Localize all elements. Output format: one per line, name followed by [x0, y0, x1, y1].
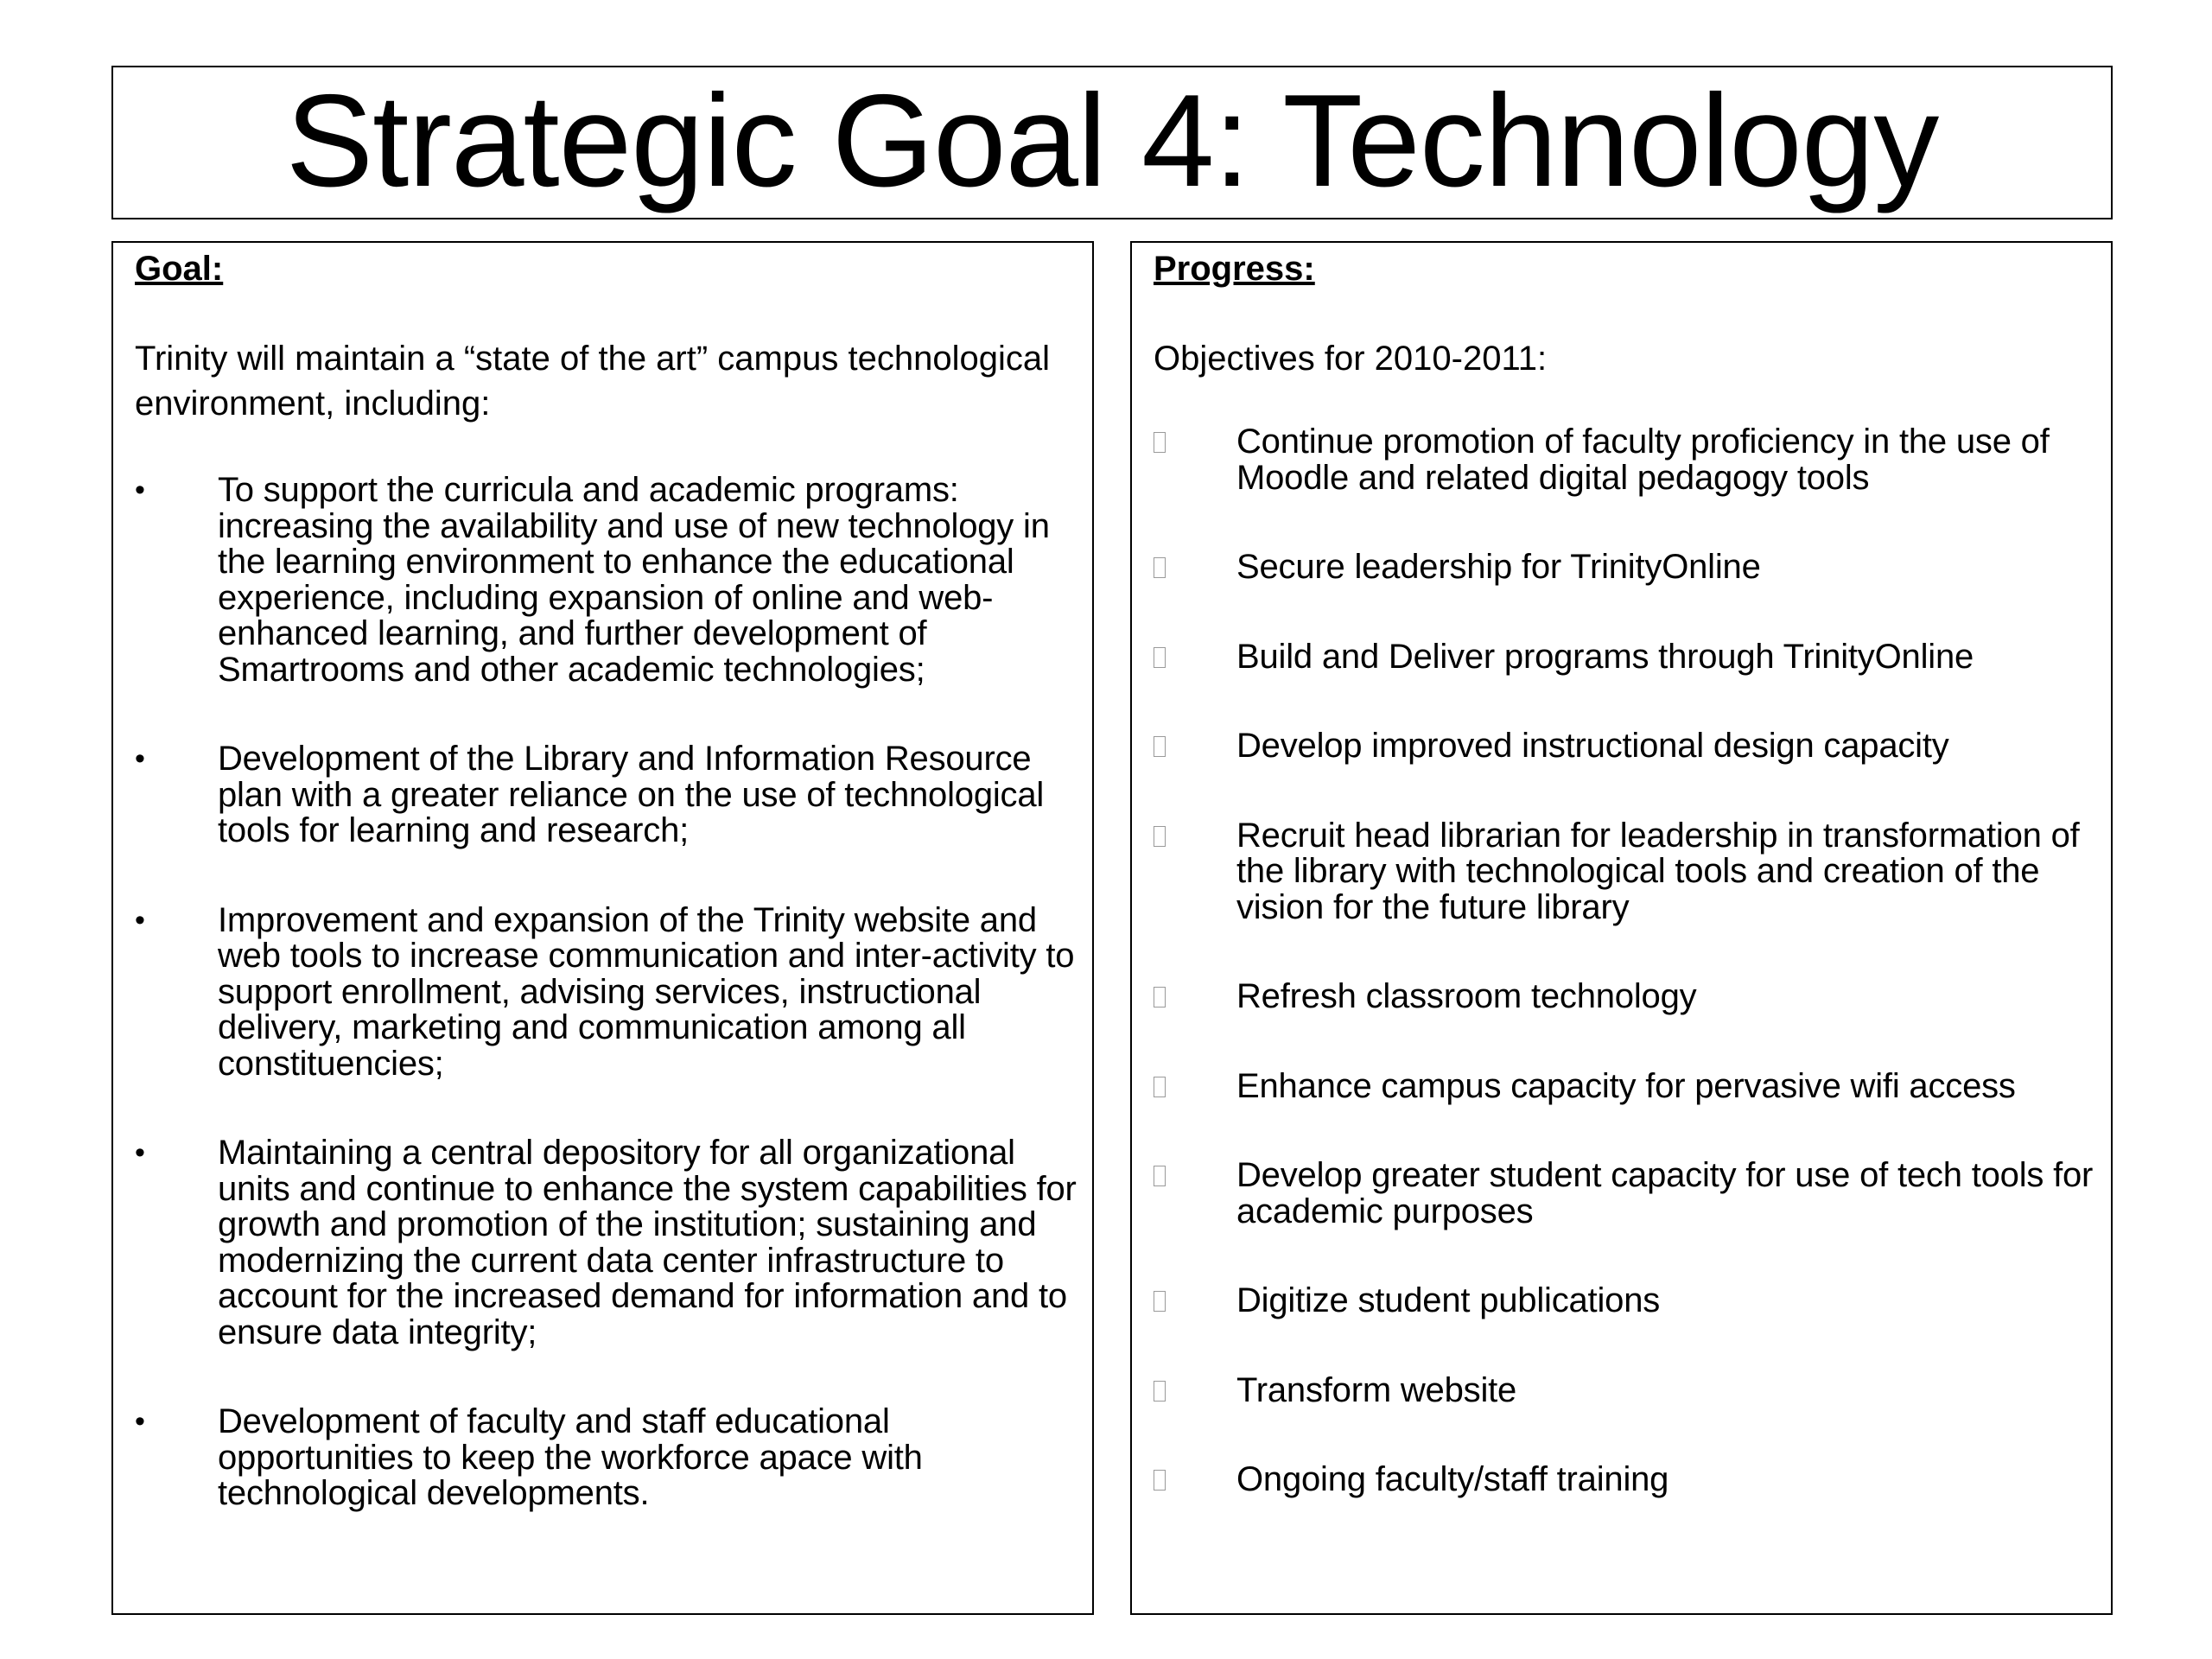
objective-text: Digitize student publications	[1236, 1281, 1661, 1319]
title-box	[111, 66, 2113, 219]
goal-intro: Trinity will maintain a “state of the art” campus technological environment, including:	[135, 340, 1050, 423]
goal-item-text: To support the curricula and academic programs: increasing the availability and use of new technology in the learning environment to enhance the educational experience, including expansion of online and web-enhanced learning, and further development of Smartrooms and other academic technologies;	[218, 471, 1050, 689]
objective-item	[1154, 979, 2104, 1015]
goal-item	[135, 1135, 1085, 1351]
objective-text: Enhance campus capacity for pervasive wifi access	[1236, 1066, 2016, 1105]
goal-list	[135, 473, 1085, 1566]
objective-text: Ongoing faculty/staff training	[1236, 1460, 1669, 1498]
objective-text: Recruit head librarian for leadership in transformation of the library with technological tools and creation of the vision for the future library	[1236, 816, 2080, 926]
checkbox-icon	[1154, 1166, 1166, 1186]
checkbox-icon	[1154, 557, 1166, 578]
goal-item	[135, 741, 1085, 849]
progress-panel	[1130, 241, 2113, 1615]
objective-text: Refresh classroom technology	[1236, 977, 1697, 1015]
progress-intro: Objectives for 2010-2011:	[1154, 340, 1548, 378]
bullet-icon: •	[135, 1405, 145, 1438]
goal-panel	[111, 241, 1094, 1615]
objective-item	[1154, 639, 2104, 676]
checkbox-icon	[1154, 1381, 1166, 1402]
goal-item-text: Development of the Library and Information Resource plan with a greater reliance on the use of technological tools for learning and research;	[218, 740, 1045, 849]
objective-item	[1154, 1066, 2104, 1105]
bullet-icon: •	[135, 474, 145, 506]
bullet-icon: •	[135, 1136, 145, 1169]
objective-item	[1154, 818, 2104, 926]
checkbox-icon	[1154, 826, 1166, 847]
checkbox-icon	[1154, 736, 1166, 757]
checkbox-icon	[1154, 1291, 1166, 1312]
objective-item	[1154, 728, 2104, 765]
checkbox-icon	[1154, 1470, 1166, 1491]
goal-item-text: Improvement and expansion of the Trinity website and web tools to increase communication and inter-activity to support enrollment, advising services, instructional delivery, marketing and communication among all constituencies;	[218, 900, 1075, 1083]
checkbox-icon	[1154, 432, 1166, 453]
bullet-icon: •	[135, 903, 145, 937]
objective-text: Develop improved instructional design capacity	[1236, 727, 1949, 765]
objective-text: Build and Deliver programs through TrinityOnline	[1236, 637, 1974, 676]
objective-item	[1154, 1158, 2104, 1230]
objective-text: Secure leadership for TrinityOnline	[1236, 548, 1761, 586]
checkbox-icon	[1154, 1077, 1166, 1097]
goal-item	[135, 473, 1085, 688]
checkbox-icon	[1154, 647, 1166, 668]
objective-text: Develop greater student capacity for use of tech tools for academic purposes	[1236, 1156, 2094, 1230]
goal-item-text: Development of faculty and staff educational opportunities to keep the workforce apace with technological developments.	[218, 1402, 923, 1512]
objective-item	[1154, 1283, 2104, 1319]
goal-item	[135, 900, 1085, 1083]
objectives-list	[1154, 424, 2104, 1552]
progress-heading: Progress:	[1154, 250, 1315, 288]
bullet-icon: •	[135, 742, 145, 775]
objective-text: Transform website	[1236, 1370, 1517, 1409]
goal-item-text: Maintaining a central depository for all organizational units and continue to enhance the system capabilities for growth and promotion of the institution; sustaining and modernizing the current data center infrastructure to account for the increased demand for information and to ensure data integrity;	[218, 1134, 1077, 1351]
goal-item	[135, 1404, 1085, 1512]
objective-text: Continue promotion of faculty proficiency in the use of Moodle and related digital pedagogy tools	[1236, 423, 2050, 497]
objective-item	[1154, 1462, 2104, 1498]
goal-heading: Goal:	[135, 250, 224, 288]
objective-item	[1154, 424, 2104, 496]
page-title: Strategic Goal 4: Technology	[285, 67, 1939, 214]
objective-item	[1154, 1370, 2104, 1409]
objective-item	[1154, 550, 2104, 586]
checkbox-icon	[1154, 987, 1166, 1007]
